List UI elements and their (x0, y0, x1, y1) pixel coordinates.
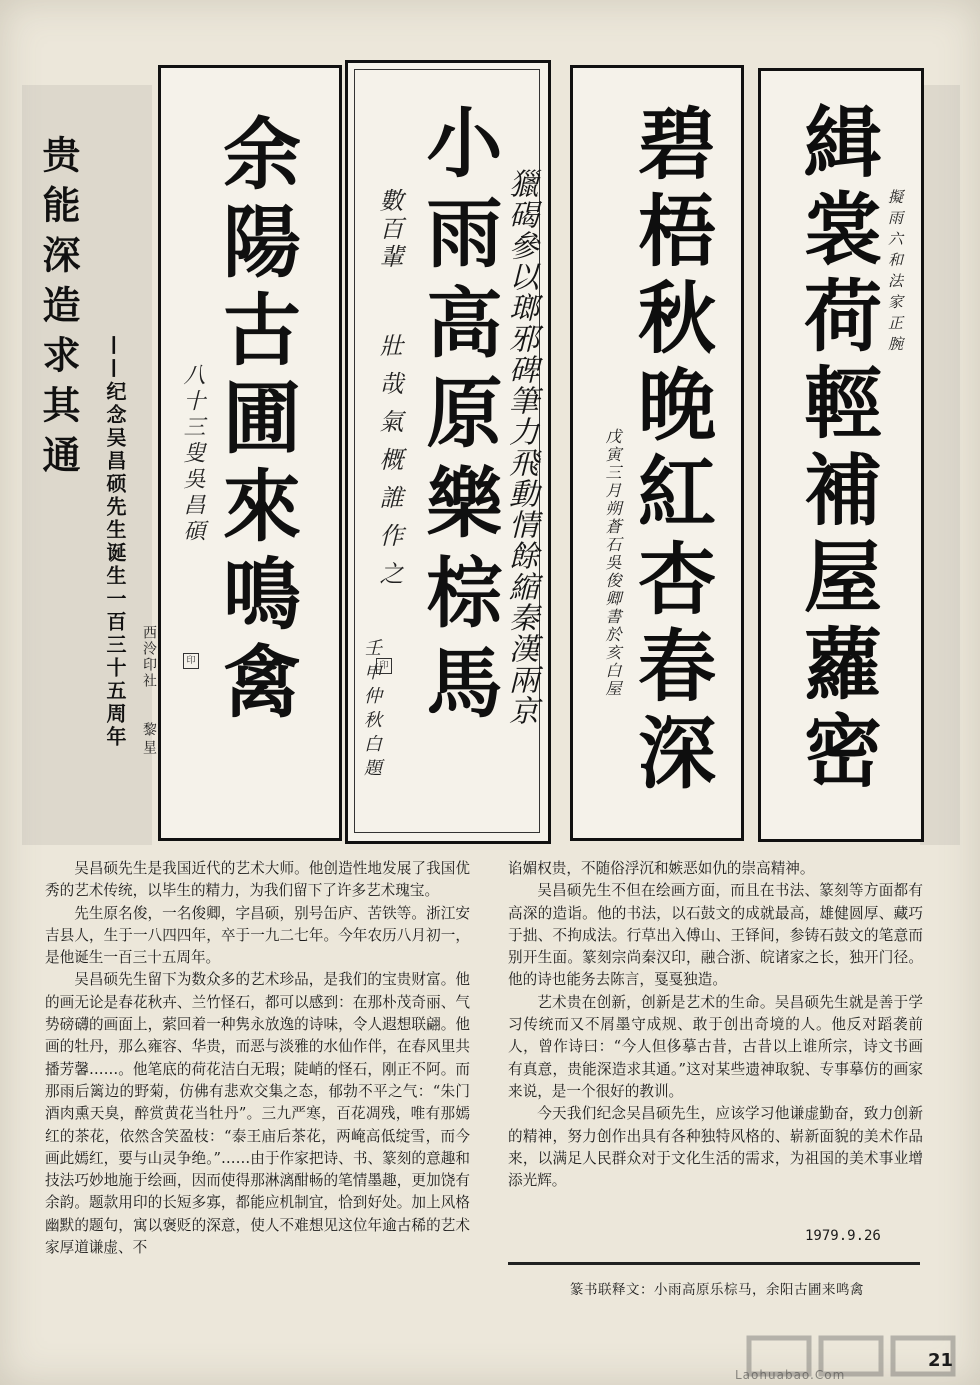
scroll-3-inscription-b: 數百輩 (375, 188, 403, 272)
article-subtitle: ——纪念吴昌硕先生诞生一百三十五周年 (103, 335, 127, 749)
article-right-paragraph: 艺术贵在创新，创新是艺术的生命。吴昌硕先生就是善于学习传统而又不屑墨守成规、敢于创出奇境的人。他反对蹈袭前人，曾作诗曰：“今人但侈摹古昔，古昔以上谁所宗，诗文书画有真意，贵能深造求其通。”这对某些遗神取貌、专事摹仿的画家来说，是一个很好的教训。 (508, 993, 923, 1100)
scroll-3-inscription-a: 獵碣參以瑯邪碑筆力飛動情餘縮秦漢兩京 (503, 168, 538, 726)
scroll-4-seal: 印 (183, 653, 199, 669)
scroll-3-seal: 印 (376, 658, 392, 674)
couplet-caption: 篆书联释文：小雨高原乐棕马，余阳古圃来鸣禽 (570, 1282, 864, 1298)
watermark-text: Laohuabao.Com (735, 1368, 846, 1382)
publisher: 西泠印社 (141, 625, 157, 689)
page-number: 21 (928, 1350, 954, 1371)
author: 黎星 (141, 722, 157, 758)
scroll-3-inscription-d: 壬申仲秋白題 (361, 638, 382, 782)
scroll-3-inscription-c: 壯哉氣概誰作之 (375, 333, 403, 599)
article-left-column (45, 858, 470, 1259)
article-right-paragraph: 今天我们纪念吴昌硕先生，应该学习他谦虚勤奋，致力创新的精神，努力创作出具有各种独特风格的、崭新面貌的美术作品来，以满足人民群众对于文化生活的需求，为祖国的美术事业增添光辉。 (508, 1105, 923, 1190)
scroll-2-main-text: 碧梧秋晚紅杏春深 (625, 103, 715, 799)
article-title: 贵能深造求其通 (36, 135, 80, 485)
caption-divider (508, 1262, 920, 1265)
couplet-scroll-2 (570, 65, 744, 841)
scroll-4-inscription: 八十三叟吳昌碩 (180, 363, 205, 545)
article-left-paragraph: 吴昌硕先生是我国近代的艺术大师。他创造性地发展了我国优秀的艺术传统，以毕生的精力，为我们留下了许多艺术瑰宝。 (45, 860, 470, 900)
scroll-2-inscription: 戊寅三月朔蒼石吳俊卿書於亥白屋 (603, 428, 622, 698)
article-date: 1979.9.26 (805, 1228, 881, 1244)
scroll-3-main-text: 小雨高原樂棕馬 (414, 103, 503, 733)
scroll-4-main-text: 余陽古圃來鳴禽 (210, 113, 301, 729)
article-left-paragraph: 吴昌硕先生留下为数众多的艺术珍品，是我们的宝贵财富。他的画无论是春花秋卉、兰竹怪石，都可以感到：在那朴茂奇丽、气势磅礴的画面上，萦回着一种隽永放逸的诗味，令人遐想联翩。他画的牡丹，那么雍容、华贵，而恶与淡雅的水仙作伴，在春风里共播芳馨……。他笔底的荷花洁白无瑕；陡峭的怪石，刚正不阿。而那雨后篱边的野菊，仿佛有悲欢交集之态，郁勃不平之气：“朱门酒肉熏天臭，醉赏黄花当牡丹”。三九严寒，百花凋残，唯有那嫣红的茶花，依然含笑盈枝：“泰王庙后茶花，两崦高低绽雪，而今画此嫣红，要与山灵争绝。”……由于作家把诗、书、篆刻的意趣和技法巧妙地施于绘画，因而使得那淋漓酣畅的笔情墨趣，更加饶有余韵。题款用印的长短多寡，都能应机制宜，恰到好处。加上风格幽默的题句，寓以褒贬的深意，使人不难想见这位年逾古稀的艺术家厚道谦虚、不 (45, 971, 470, 1257)
scroll-1-inscription: 擬雨六和法家正腕 (886, 189, 904, 357)
article-right-paragraph: 吴昌硕先生不但在绘画方面，而且在书法、篆刻等方面都有高深的造诣。他的书法，以石鼓文的成就最高，雄健圆厚、藏巧于拙、不拘成法。行草出入傅山、王铎间，参铸石鼓文的笔意而别开生面。篆刻宗尚秦汉印，融合浙、皖诸家之长，独开门径。他的诗也能务去陈言，戛戛独造。 (508, 882, 923, 989)
scroll-1-main-text: 緝裳荷輕補屋蘿密 (791, 101, 881, 797)
article-left-paragraph: 先生原名俊，一名俊卿，字昌硕，别号缶庐、苦铁等。浙江安吉县人，生于一八四四年，卒于一九二七年。今年农历八月初一，是他诞生一百三十五周年。 (45, 904, 470, 967)
article-right-column (508, 858, 923, 1192)
couplet-scroll-3 (345, 60, 551, 844)
article-right-paragraph: 谄媚权贵，不随俗浮沉和嫉恶如仇的崇高精神。 (508, 860, 815, 877)
couplet-scroll-1 (758, 68, 924, 842)
ghost-print-right (920, 85, 960, 845)
couplet-scroll-4 (158, 65, 342, 841)
